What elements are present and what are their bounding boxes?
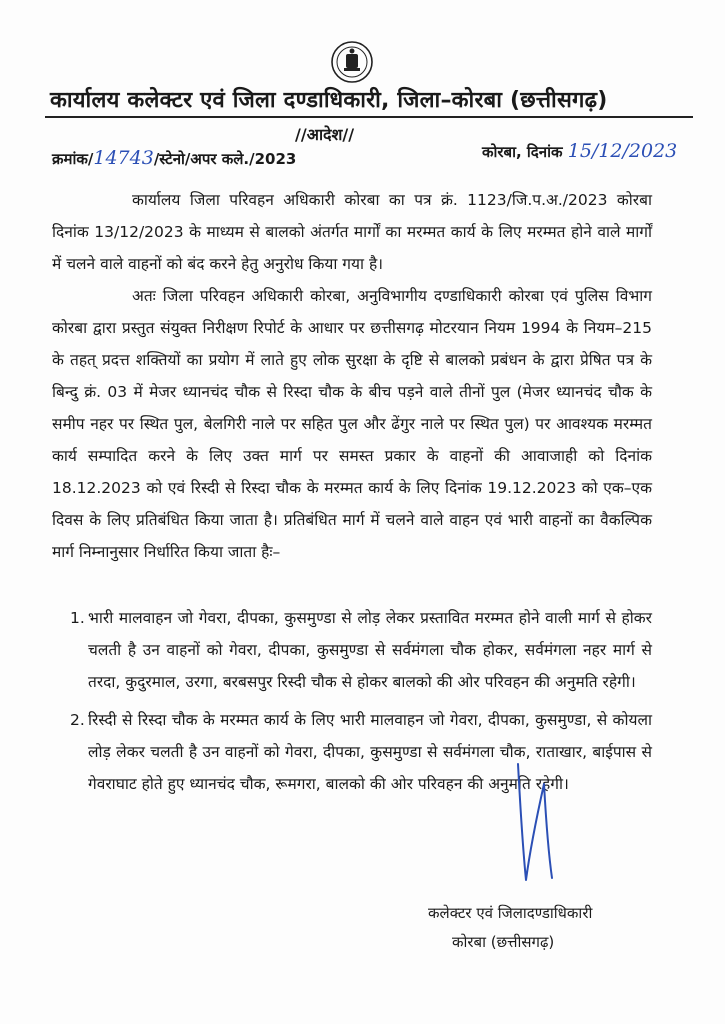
list-item [52,602,652,698]
reference-number-handwritten: 14743 [93,147,154,169]
signatory-designation: कलेक्टर एवं जिलादण्डाधिकारी [428,904,593,922]
list-item-text: भारी मालवाहन जो गेवरा, दीपका, कुसमुण्डा से लोड़ लेकर प्रस्तावित मरम्मत होने वाली मार्ग से होकर चलती है उन वाहनों को गेवरा, दीपका, कुसमुण्डा से सर्वमंगला चौक होकर, सर्वमंगला नहर मार्ग से तरदा, कुदुरमाल, उरगा, बरबसपुर रिस्दी चौक से होकर बालको की ओर परिवहन की अनुमति रहेगी। [88,609,652,691]
header-divider [45,116,693,118]
body-paragraph-1: कार्यालय जिला परिवहन अधिकारी कोरबा का पत्र क्रं. 1123/जि.प.अ./2023 कोरबा दिनांक 13/12/2023 के माध्यम से बालको अंतर्गत मार्गों का मरम्मत कार्य के लिए मरम्मत होने वाले मार्गों में चलने वाले वाहनों को बंद करने हेतु अनुरोध किया गया है। [52,191,652,273]
alternate-route-list [52,602,652,800]
reference-prefix: क्रमांक/ [52,150,94,168]
place-date [482,140,677,162]
list-item-text: रिस्दी से रिस्दा चौक के मरम्मत कार्य के लिए भारी मालवाहन जो गेवरा, दीपका, कुसमुण्डा, से कोयला लोड़ लेकर चलती है उन वाहनों को गेवरा, दीपका, कुसमुण्डा से सर्वमंगला चौक, राताखार, बाईपास से गेवराघाट होते हुए ध्यानचंद चौक, रूमगरा, बालको की ओर परिवहन की अनुमति रहेगी। [88,711,652,793]
date-handwritten: 15/12/2023 [567,140,678,162]
order-title: //आदेश// [295,125,355,144]
reference-number [52,147,296,169]
reference-suffix: /स्टेनो/अपर कले./2023 [153,150,297,168]
list-item-number: 1. [70,609,85,627]
body-paragraph-2: अतः जिला परिवहन अधिकारी कोरबा, अनुविभागीय दण्डाधिकारी कोरबा एवं पुलिस विभाग कोरबा द्वारा प्रस्तुत संयुक्त निरीक्षण रिपोर्ट के आधार पर छत्तीसगढ़ मोटरयान नियम 1994 के नियम–215 के तहत् प्रदत्त शक्तियों का प्रयोग में लाते हुए लोक सुरक्षा के दृष्टि से बालको प्रबंधन के द्वारा प्रेषित पत्र के बिन्दु क्रं. 03 में मेजर ध्यानचंद चौक से रिस्दा चौक के बीच पड़ने वाले तीनों पुल (मेजर ध्यानचंद चौक के समीप नहर पर स्थित पुल, बेलगिरी नाले पर सहित पुल और ढेंगुर नाले पर स्थित पुल) पर आवश्यक मरम्मत कार्य सम्पादित करने के लिए उक्त मार्ग पर समस्त प्रकार के वाहनों की आवाजाही को दिनांक 18.12.2023 को एवं रिस्दी से रिस्दा चौक के मरम्मत कार्य के लिए दिनांक 19.12.2023 को एक–एक दिवस के लिए प्रतिबंधित किया जाता है। प्रतिबंधित मार्ग में चलने वाले वाहन एवं भारी वाहनों का वैकल्पिक मार्ग निम्नानुसार निर्धारित किया जाता हैः– [52,287,652,561]
office-letterhead: कार्यालय कलेक्टर एवं जिला दण्डाधिकारी, जिला–कोरबा (छत्तीसगढ़) [50,88,608,113]
place-date-label: कोरबा, दिनांक [482,143,563,161]
list-item-number: 2. [70,711,85,729]
state-emblem-icon [330,40,374,84]
signatory-location: कोरबा (छत्तीसगढ़) [452,933,555,951]
list-item [52,704,652,800]
handwritten-signature [500,760,560,890]
